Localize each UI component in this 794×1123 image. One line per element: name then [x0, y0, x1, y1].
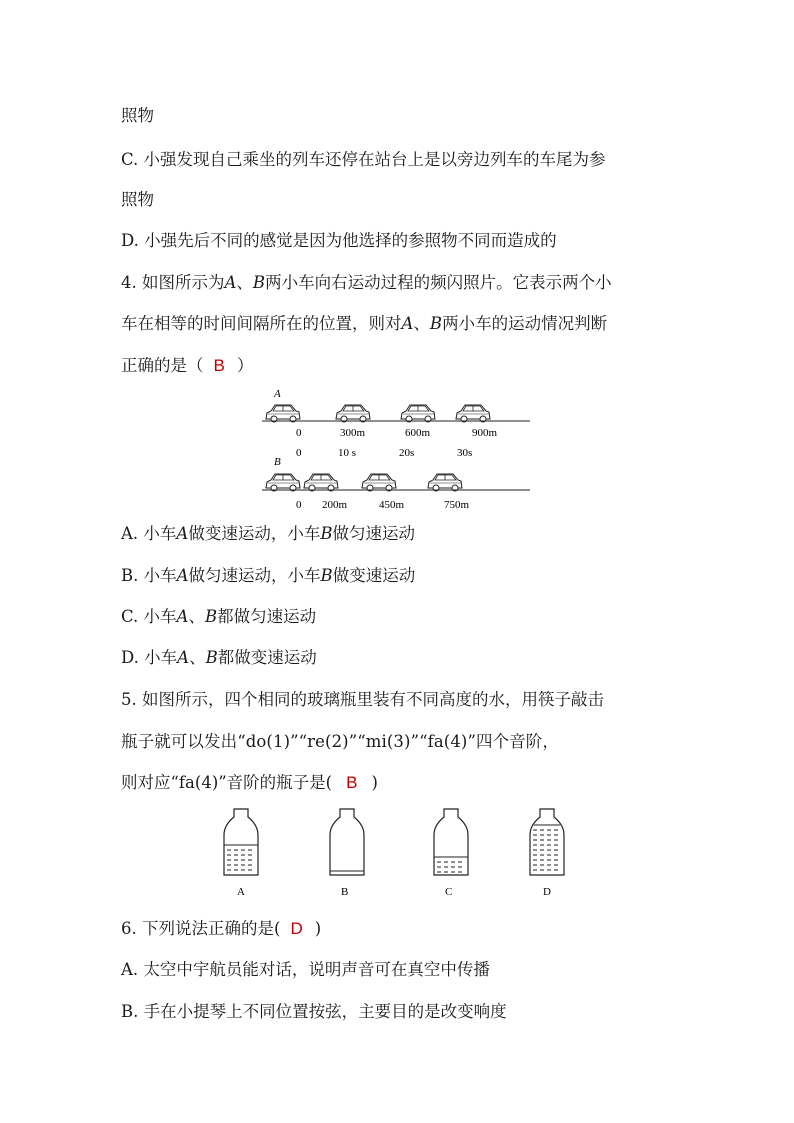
bottle-label: D: [543, 886, 551, 898]
car-b-label: B: [274, 456, 281, 468]
a-position-label: 0: [296, 427, 302, 439]
a-position-label: 600m: [405, 427, 431, 439]
question-5-line-2: 瓶子就可以发出“do(1)”“re(2)”“mi(3)”“fa(4)”四个音阶，: [121, 732, 559, 751]
car-a-icon: [401, 405, 435, 422]
question-4-line-1: 4. 如图所示为A、B两小车向右运动过程的频闪照片。它表示两个小: [121, 273, 612, 292]
a-position-label: 900m: [472, 427, 498, 439]
answer-4: B: [213, 356, 225, 375]
question-6-option-a: A. 太空中宇航员能对话，说明声音可在真空中传播: [121, 960, 490, 979]
bottle-b: [330, 809, 364, 875]
question-6-option-b: B. 手在小提琴上不同位置按弦，主要目的是改变响度: [121, 1002, 507, 1021]
option-d: D. 小车A、B都做变速运动: [121, 648, 317, 667]
car-a-icon: [336, 405, 370, 422]
bottle-label: B: [341, 886, 349, 898]
question-4-line-3: 正确的是（ B ）: [121, 356, 254, 375]
car-b-icon: [362, 474, 396, 491]
question-6: 6. 下列说法正确的是( D ): [121, 919, 322, 938]
bottle-figure: [210, 805, 580, 903]
bottle-c: [434, 809, 468, 875]
a-position-label: 300m: [340, 427, 366, 439]
option-c-text: C. 小强发现自己乘坐的列车还停在站台上是以旁边列车的车尾为参: [121, 150, 606, 169]
answer-6: D: [290, 919, 303, 938]
b-position-label: 750m: [444, 499, 470, 511]
car-motion-figure: [258, 384, 538, 496]
b-position-label: 450m: [379, 499, 405, 511]
time-label: 20s: [399, 447, 415, 459]
text-line: 照物: [121, 106, 154, 125]
bottle-label: A: [237, 886, 245, 898]
b-position-label: 0: [296, 499, 302, 511]
option-d-text: D. 小强先后不同的感觉是因为他选择的参照物不同而造成的: [121, 231, 557, 250]
option-c: C. 小车A、B都做匀速运动: [121, 607, 317, 626]
option-b: B. 小车A做匀速运动，小车B做变速运动: [121, 566, 416, 585]
bottle-label: C: [445, 886, 453, 898]
bottle-d: [530, 809, 564, 875]
question-5-line-3: 则对应“fa(4)”音阶的瓶子是( B ): [121, 773, 378, 792]
answer-5: B: [346, 773, 358, 792]
time-label: 0: [296, 447, 302, 459]
time-label: 30s: [457, 447, 473, 459]
text-line: 照物: [121, 190, 154, 209]
car-b-icon: [428, 474, 462, 491]
option-a: A. 小车A做变速运动，小车B做匀速运动: [121, 524, 415, 543]
b-position-label: 200m: [322, 499, 348, 511]
car-b-position-labels: [258, 494, 538, 512]
car-a-icon: [456, 405, 490, 422]
time-label: 10 s: [338, 447, 357, 459]
car-b-icon: [266, 474, 300, 491]
car-b-icon: [304, 474, 338, 491]
question-5-line-1: 5. 如图所示，四个相同的玻璃瓶里装有不同高度的水，用筷子敲击: [121, 690, 604, 709]
question-4-line-2: 车在相等的时间间隔所在的位置，则对A、B两小车的运动情况判断: [121, 314, 608, 333]
car-a-label: A: [274, 388, 281, 400]
bottle-a: [224, 809, 258, 875]
car-a-icon: [266, 405, 300, 422]
